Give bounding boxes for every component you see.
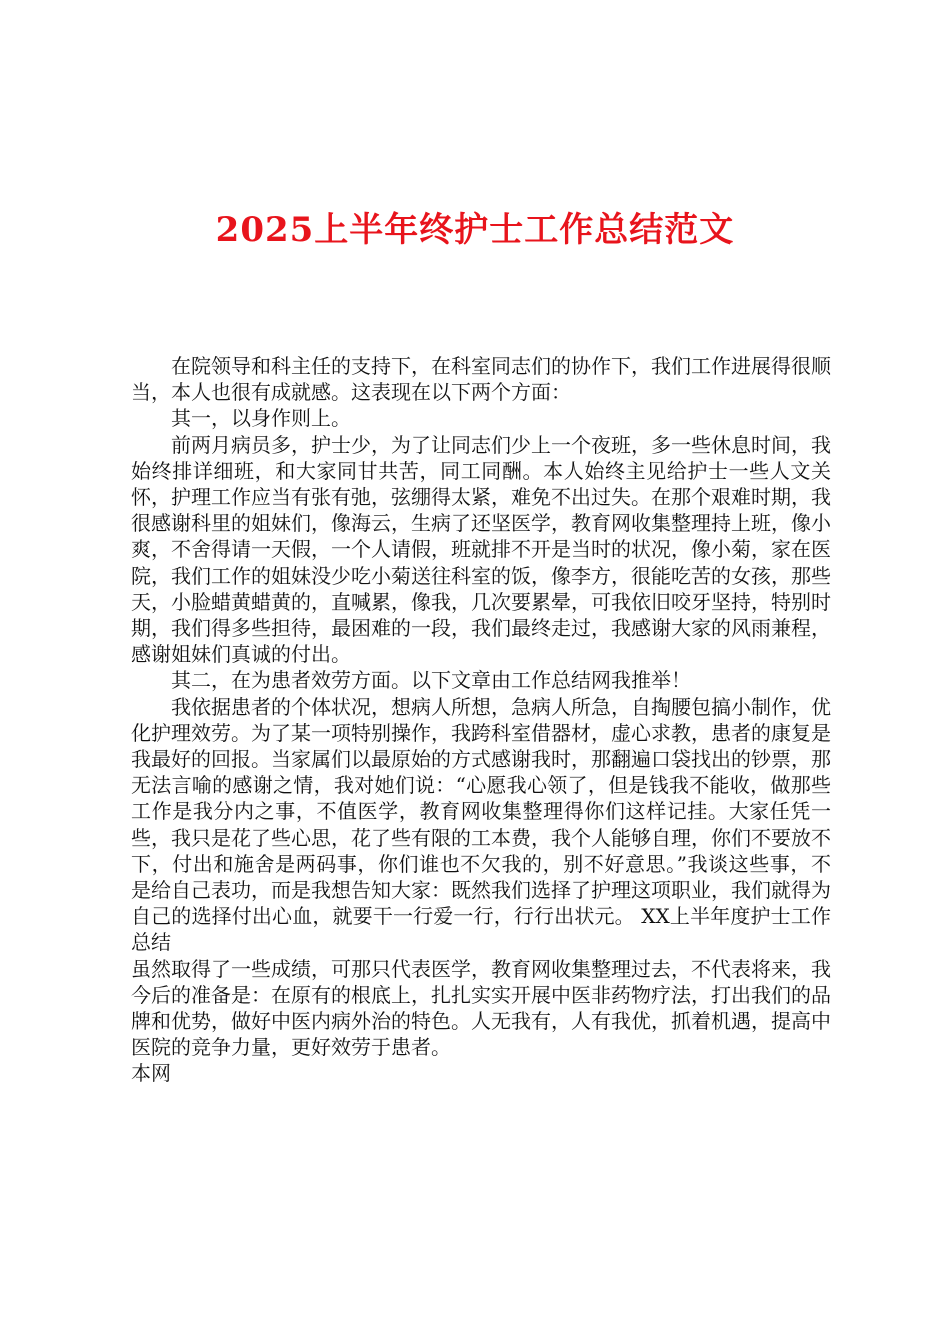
document-title: 2025上半年终护士工作总结范文: [215, 210, 735, 250]
paragraph-point-two: 其二，在为患者效劳方面。以下文章由工作总结网我推举！: [171, 668, 691, 693]
paragraph-point-two-detail: 我依据患者的个体状况，想病人所想，急病人所急，自掏腰包搞小制作，优化护理效劳。为了某一项特别操作，我跨科室借器材，虚心求教，患者的康复是我最好的回报。当家属们以最原始的方式感谢我时，那翻遍口袋找出的钞票，那无法言喻的感谢之情，我对她们说：“心愿我心领了，但是钱我不能收，做那些工作是我分内之事，不值医学，教育网收集整理得你们这样记挂。大家任凭一些，我只是花了些心思，花了些有限的工本费，我个人能够自理，你们不要放不下，付出和施舍是两码事，你们谁也不欠我的，别不好意思。”我谈这些事，不是给自己表功，而是我想告知大家：既然我们选择了护理这项职业，我们就得为自己的选择付出心血，就要干一行爱一行，行行出状元。 XX上半年度护士工作总结: [131, 694, 831, 955]
paragraph-intro: 在院领导和科主任的支持下，在科室同志们的协作下，我们工作进展得很顺当，本人也很有成就感。这表现在以下两个方面：: [131, 354, 831, 405]
paragraph-future-plan: 虽然取得了一些成绩，可那只代表医学，教育网收集整理过去，不代表将来，我今后的准备是：在原有的根底上，扎扎实实开展中医非药物疗法，打出我们的品牌和优势，做好中医内病外治的特色。人无我有，人有我优，抓着机遇，提高中医院的竞争力量，更好效劳于患者。: [131, 956, 831, 1060]
paragraph-footer-fragment: 本网: [131, 1061, 171, 1086]
paragraph-point-one-detail: 前两月病员多，护士少，为了让同志们少上一个夜班，多一些休息时间，我始终排详细班，和大家同甘共苦，同工同酬。本人始终主见给护士一些人文关怀，护理工作应当有张有弛，弦绷得太紧，难免不出过失。在那个艰难时期，我很感谢科里的姐妹们，像海云，生病了还坚医学，教育网收集整理持上班，像小爽，不舍得请一天假，一个人请假，班就排不开是当时的状况，像小菊，家在医院，我们工作的姐妹没少吃小菊送往科室的饭，像李方，很能吃苦的女孩，那些天，小脸蜡黄蜡黄的，直喊累，像我，几次要累晕，可我依旧咬牙坚持，特别时期，我们得多些担待，最困难的一段，我们最终走过，我感谢大家的风雨兼程，感谢姐妹们真诚的付出。: [131, 432, 831, 667]
paragraph-point-one: 其一，以身作则上。: [171, 406, 351, 431]
document-body: [131, 353, 831, 1087]
